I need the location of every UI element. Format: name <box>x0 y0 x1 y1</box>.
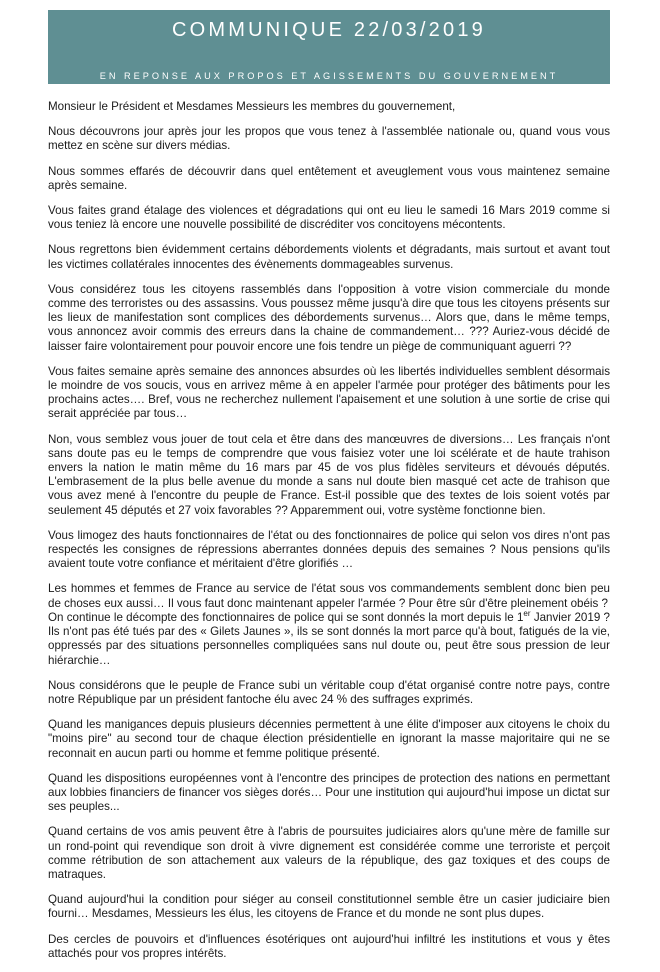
paragraph: Quand certains de vos amis peuvent être à l'abris de poursuites judiciaires alors qu'une mère de famille sur un rond-point qui revendique son droit à vivre dignement est considérée comme une terroriste et perçoit comme rétribution de son attachement aux valeurs de la république, des gaz toxiques et des coups de matraques. <box>48 825 610 881</box>
communique-header <box>48 10 610 84</box>
paragraph-part: On continue le décompte des fonctionnaires de police qui se sont donnés la mort depuis le 1 <box>48 610 524 624</box>
paragraph: Nous considérons que le peuple de France subi un véritable coup d'état organisé contre notre pays, contre notre République par un président fantoche élu avec 24 % des suffrages exprimés. <box>48 678 610 706</box>
letter-body <box>48 100 610 972</box>
paragraph: Vous faites semaine après semaine des annonces absurdes où les libertés individuelles semblent désormais le moindre de vos soucis, vous en arrivez même à en appeler l'armée pour protéger des bâtiments pour les prochains actes…. Bref, vous ne recherchez nullement l'apaisement et une solution à une sortie de crise qui serait appréciée par tous… <box>48 364 610 421</box>
paragraph: Non, vous semblez vous jouer de tout cela et être dans des manœuvres de diversions… Les français n'ont sans doute pas eu le temps de comprendre que vous faisiez voter une loi scélérate et de haute trahison envers la nation le matin même du 16 mars par 45 de vos plus fidèles serviteurs et dévoués députés. L'embrasement de la plus belle avenue du monde a sans nul doute bien masqué cet acte de trahison que vous avez mené à l'encontre du peuple de France. Est-il possible que des textes de lois soient votés par seulement 45 députés et 27 voix favorables ?? Apparemment oui, votre système fonctionne bien. <box>48 432 610 517</box>
paragraph-part: Les hommes et femmes de France au service de l'état sous vos commandements semblent donc bien peu de choses eux aussi… Il vous faut donc maintenant appeler l'armée ? Pour être sûr d'être pleinement obéis ? <box>48 582 610 610</box>
paragraph: Nous regrettons bien évidemment certains débordements violents et dégradants, mais surtout et avant tout les victimes collatérales innocentes des évènements dommageables survenus. <box>48 243 610 271</box>
paragraph: Des cercles de pouvoirs et d'influences ésotériques ont aujourd'hui infiltré les institutions et vous y êtes attachés pour vos propres intérêts. <box>48 932 610 960</box>
paragraph: Nous découvrons jour après jour les propos que vous tenez à l'assemblée nationale ou, quand vous vous mettez en scène sur divers médias. <box>48 125 610 153</box>
paragraph: Vous considérez tous les citoyens rassemblés dans l'opposition à votre vision commerciale du monde comme des terroristes ou des assassins. Vous poussez même jusqu'à dire que tous les citoyens présents sur les lieux de manifestation sont complices des débordements survenus… Alors que, dans le même temps, vous annoncez avoir commis des erreurs dans la chaine de commandement… ??? Auriez-vous décidé de laisser faire volontairement pour pouvoir encore une fois tendre un piège de communiquant aguerri ?? <box>48 282 610 353</box>
paragraph: Quand les manigances depuis plusieurs décennies permettent à une élite d'imposer aux citoyens le choix du "moins pire" au second tour de chaque élection présidentielle en ignorant la masse majoritaire qui ne se reconnait en aucun parti ou homme et femme politique présenté. <box>48 718 610 760</box>
paragraph: Vous limogez des hauts fonctionnaires de l'état ou des fonctionnaires de police qui selon vos dires n'ont pas respectés les consignes de répressions aberrantes données depuis des semaines ? Nous pensions qu'ils avaient toute votre confiance et méritaient d'être glorifiés … <box>48 528 610 571</box>
paragraph-part: Janvier 2019 ? Ils n'ont pas été tués par des « Gilets Jaunes », ils se sont donnés la mort parce qu'à bout, fatigués de la vie, oppressés par des situations personnelles compliquées sans nul doute ou, peut être sous pression de leur hiérarchie… <box>48 610 611 667</box>
paragraph <box>48 582 610 667</box>
communique-title: COMMUNIQUE 22/03/2019 <box>172 19 486 41</box>
paragraph: Quand les dispositions européennes vont à l'encontre des principes de protection des nations en permettant aux lobbies financiers de financer vos sièges dorés… Pour une institution qui aujourd'hui impose un dictat sur ses peuples... <box>48 771 610 814</box>
communique-subtitle: EN REPONSE AUX PROPOS ET AGISSEMENTS DU GOUVERNEMENT <box>99 71 559 81</box>
paragraph: Vous faites grand étalage des violences et dégradations qui ont eu lieu le samedi 16 Mars 2019 comme si vous teniez là encore une nouvelle possibilité de discréditer vos concitoyens mécontents. <box>48 204 610 232</box>
paragraph: Quand aujourd'hui la condition pour siéger au conseil constitutionnel semble être un casier judiciaire bien fourni… Mesdames, Messieurs les élus, les citoyens de France et du monde ne sont plus dupes. <box>48 893 610 921</box>
paragraph: Nous sommes effarés de découvrir dans quel entêtement et aveuglement vous vous maintenez semaine après semaine. <box>48 164 610 192</box>
superscript: er <box>523 609 531 619</box>
salutation: Monsieur le Président et Mesdames Messieurs les membres du gouvernement, <box>48 100 456 113</box>
